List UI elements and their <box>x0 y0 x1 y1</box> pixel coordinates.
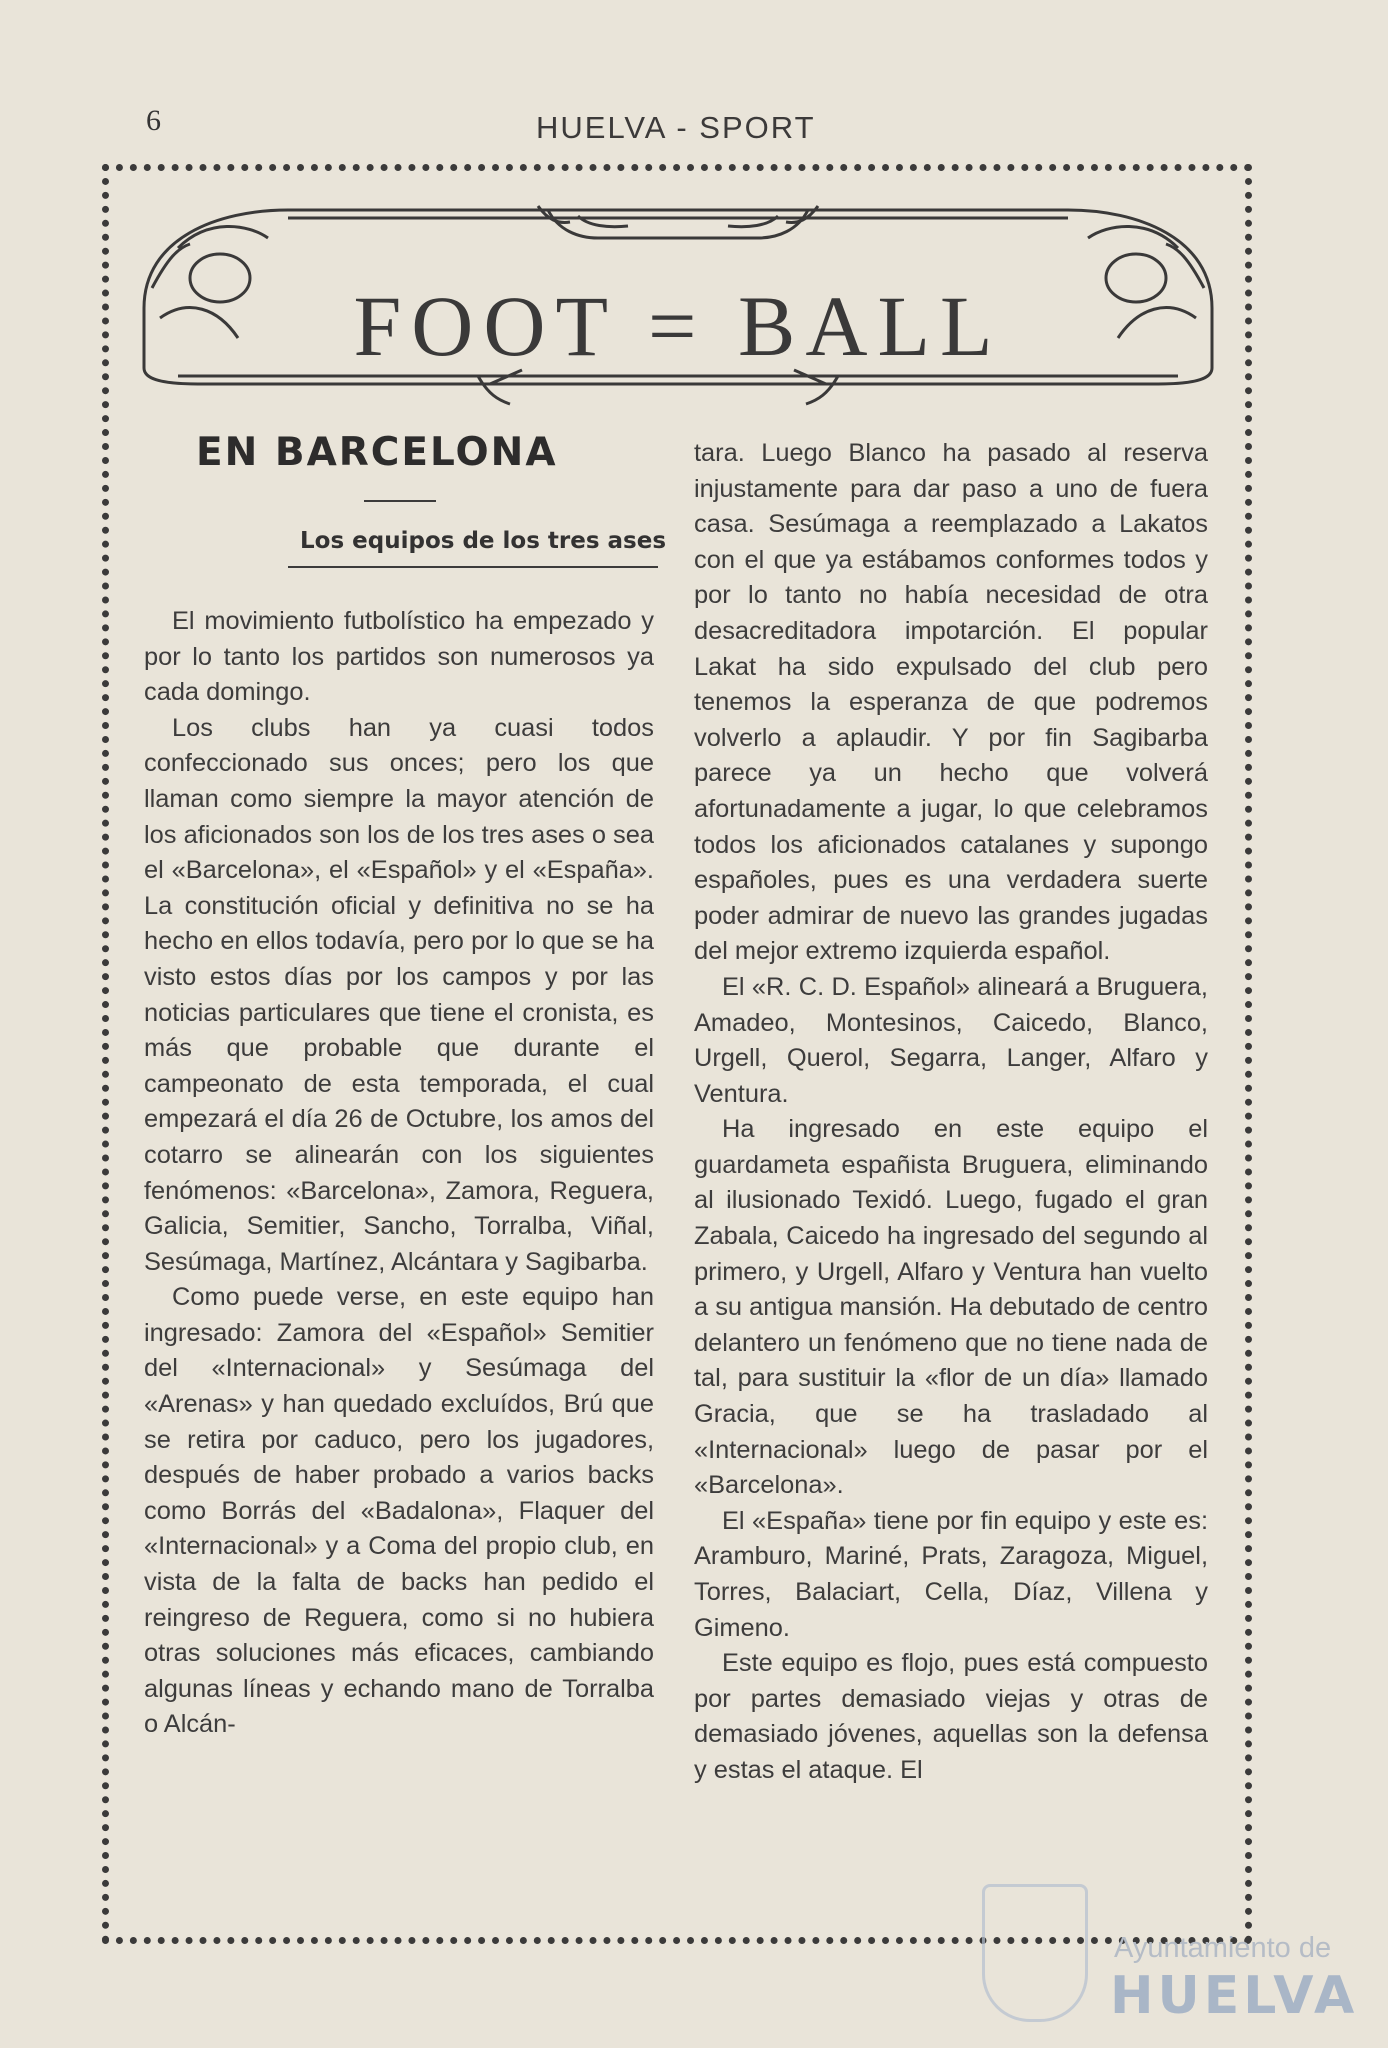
paragraph: El movimiento futbolístico ha empezado y por lo tanto los partidos son numerosos ya cada domingo. <box>144 607 654 707</box>
shield-icon <box>982 1884 1088 2022</box>
article-subheadline: Los equipos de los tres ases <box>300 528 667 554</box>
left-column <box>144 604 654 1743</box>
watermark-line1: Ayuntamiento de <box>1114 1932 1332 1964</box>
running-head: HUELVA - SPORT <box>536 110 816 145</box>
paragraph: Ha ingresado en este equipo el guardameta españista Bruguera, eliminando al ilusionado Texidó. Luego, fugado el gran Zabala, Caicedo ha ingresado del segundo al primero, y Urgell, Alfaro y Ventura han vuelto a su antigua mansión. Ha debutado de centro delantero un fenómeno que no tiene nada de tal, para sustituir la «flor de un día» llamado Gracia, que se ha trasladado al «Internacional» luego de pasar por el «Barcelona». <box>694 1115 1208 1500</box>
paragraph: tara. Luego Blanco ha pasado al reserva injustamente para dar paso a uno de fuera casa. Sesúmaga a reemplazado a Lakatos con el que ya estábamos conformes todos y por lo tanto no había necesidad de otra desacreditadora impotarción. El popular Lakat ha sido expulsado del club pero tenemos la esperanza de que podremos volverlo a aplaudir. Y por fin Sagibarba parece ya un hecho que volverá afortunadamente a jugar, lo que celebramos todos los aficionados catalanes y supongo españoles, pues es una verdadera suerte poder admirar de nuevo las grandes jugadas del mejor extremo izquierda español. <box>694 439 1208 966</box>
page-number: 6 <box>146 104 161 137</box>
paragraph: Como puede verse, en este equipo han ingresado: Zamora del «Español» Semitier del «Internacional» y Sesúmaga del «Arenas» y han quedado excluídos, Brú que se retira por caduco, pero los jugadores, después de haber probado a varios backs como Borrás del «Badalona», Flaquer del «Internacional» y a Coma del propio club, en vista de la falta de backs han pedido el reingreso de Reguera, como si no hubiera otras soluciones más eficaces, cambiando algunas líneas y echando mano de Torralba o Alcán- <box>144 1283 654 1739</box>
right-column <box>694 436 1208 1789</box>
banner-title: FOOT = BALL <box>353 278 1003 374</box>
paragraph: El «España» tiene por fin equipo y este es: Aramburo, Mariné, Prats, Zaragoza, Miguel, Torres, Balaciart, Cella, Díaz, Villena y Gimeno. <box>694 1506 1208 1642</box>
football-banner <box>138 198 1218 418</box>
article-headline: EN BARCELONA <box>196 430 558 475</box>
paragraph: Los clubs han ya cuasi todos confeccionado sus onces; pero los que llaman como siempre la mayor atención de los aficionados son los de los tres ases o sea el «Barcelona», el «Español» y el «España». La constitución oficial y definitiva no se ha hecho en ellos todavía, pero por lo que se ha visto estos días por los campos y por las noticias particulares que tiene el cronista, es más que probable que durante el campeonato de esta temporada, el cual empezará el día 26 de Octubre, los amos del cotarro se alinearán con los siguientes fenómenos: «Barcelona», Zamora, Reguera, Galicia, Semitier, Sancho, Torralba, Viñal, Sesúmaga, Martínez, Alcántara y Sagibarba. <box>144 713 654 1276</box>
archive-watermark <box>972 1866 1372 2026</box>
watermark-line2: HUELVA <box>1110 1966 1359 2026</box>
paragraph: El «R. C. D. Español» alineará a Bruguera, Amadeo, Montesinos, Caicedo, Blanco, Urgell, Querol, Segarra, Langer, Alfaro y Ventura. <box>694 972 1208 1108</box>
paragraph: Este equipo es flojo, pues está compuesto por partes demasiado viejas y otras de demasiado jóvenes, aquellas son la defensa y estas el ataque. El <box>694 1649 1208 1784</box>
subheadline-rule <box>288 566 658 568</box>
headline-short-rule <box>364 500 436 502</box>
